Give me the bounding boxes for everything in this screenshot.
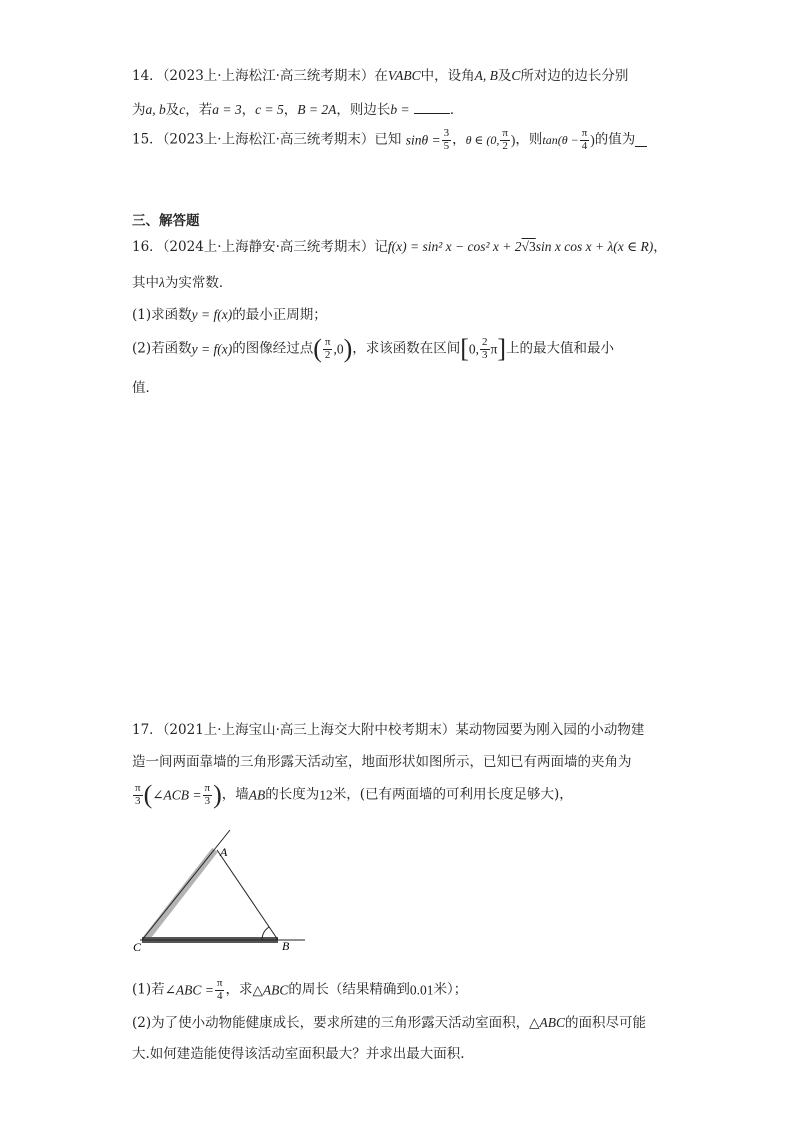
vertex-label-b: B bbox=[282, 939, 290, 953]
text: 记 bbox=[374, 239, 388, 255]
paren: ( bbox=[143, 780, 153, 809]
numerator: 2 bbox=[482, 335, 488, 348]
question-source: （2023上·上海松江·高三统考期末） bbox=[162, 68, 375, 84]
fraction bbox=[580, 128, 590, 152]
fraction bbox=[323, 337, 333, 361]
text: ， bbox=[452, 131, 466, 148]
denominator: 5 bbox=[443, 139, 450, 152]
math: VABC bbox=[387, 68, 421, 83]
q14-line1 bbox=[132, 69, 628, 84]
math: θ ∈ (0, bbox=[465, 133, 500, 148]
denominator: 4 bbox=[216, 989, 223, 1002]
math: AB bbox=[248, 787, 266, 803]
text: 的长度为 bbox=[265, 786, 320, 803]
fraction bbox=[215, 978, 225, 1002]
math: y = f(x) bbox=[191, 341, 233, 357]
text: 的图像经过点 bbox=[232, 340, 314, 357]
text: ，墙 bbox=[221, 786, 249, 803]
triangle-figure bbox=[130, 828, 315, 956]
numerator: 3 bbox=[443, 127, 450, 139]
fraction bbox=[480, 337, 490, 361]
text: 米，(已有两面墙的可利用长度足够大)， bbox=[332, 786, 573, 803]
text: ， bbox=[653, 239, 667, 255]
math: 0, bbox=[468, 341, 480, 357]
denominator: 2 bbox=[324, 348, 331, 361]
math: ∠ABC = bbox=[164, 982, 214, 998]
math: sinθ = bbox=[405, 132, 441, 148]
question-source: （2024上·上海静安·高三统考期末） bbox=[162, 239, 375, 255]
section-heading: 三、解答题 bbox=[132, 213, 200, 229]
text: ，求 bbox=[225, 981, 253, 998]
vertex-label-a: A bbox=[220, 845, 228, 859]
text: (1)若 bbox=[132, 981, 165, 998]
text: 值． bbox=[132, 380, 159, 396]
fraction bbox=[133, 783, 143, 807]
math: 12 bbox=[319, 787, 333, 803]
math: c bbox=[179, 102, 186, 117]
math: b = bbox=[390, 102, 410, 117]
text: ，则 bbox=[515, 131, 543, 148]
numerator: π bbox=[135, 781, 141, 794]
math: a, b bbox=[145, 102, 166, 117]
math: a = 3 bbox=[212, 102, 242, 117]
text: 已知 bbox=[374, 131, 402, 148]
question-number: 14． bbox=[132, 68, 163, 84]
text: ， bbox=[283, 102, 298, 118]
math: B = 2A bbox=[297, 102, 337, 117]
answer-blank[interactable] bbox=[635, 134, 647, 147]
q14-line2 bbox=[132, 101, 463, 118]
numerator: π bbox=[581, 127, 588, 139]
question-number: 17． bbox=[132, 722, 163, 738]
math: ,0 bbox=[333, 341, 344, 357]
fraction bbox=[442, 128, 452, 152]
text: (2)若函数 bbox=[132, 340, 192, 357]
math: △ABC bbox=[252, 982, 289, 998]
q17-line2 bbox=[132, 756, 632, 770]
numerator: π bbox=[204, 781, 211, 794]
text: ，若 bbox=[185, 102, 213, 118]
bracket: ] bbox=[497, 334, 507, 363]
math: c = 5 bbox=[255, 102, 284, 117]
text: ， bbox=[241, 102, 256, 118]
text: 为 bbox=[132, 102, 146, 118]
denominator: 4 bbox=[581, 139, 588, 152]
math: λ bbox=[159, 275, 165, 290]
math: C bbox=[511, 68, 521, 83]
text: 某动物园要为刚入园的小动物建 bbox=[455, 722, 645, 738]
math: ) bbox=[590, 132, 595, 148]
denominator: 3 bbox=[135, 794, 141, 807]
text: 为实常数． bbox=[164, 275, 233, 291]
paren: ) bbox=[213, 780, 222, 809]
question-source: （2023上·上海松江·高三统考期末） bbox=[162, 131, 375, 148]
text: 及 bbox=[165, 102, 180, 118]
numerator: π bbox=[324, 335, 331, 348]
text: (1)求函数 bbox=[132, 307, 192, 323]
q17-part2-cont bbox=[132, 1048, 465, 1062]
text: 米）； bbox=[433, 981, 468, 998]
question-number: 16． bbox=[132, 239, 163, 255]
text: 大.如何建造能使得该活动室面积最大？并求出最大面积. bbox=[132, 1046, 465, 1062]
text: 的值为 bbox=[594, 131, 636, 148]
text: 的最小正周期； bbox=[232, 307, 327, 323]
math: π bbox=[490, 341, 498, 357]
text: 造一间两面靠墙的三角形露天活动室，地面形状如图所示，已知已有两面墙的夹角为 bbox=[132, 754, 632, 770]
q17-line3 bbox=[132, 782, 573, 808]
text: 所对边的边长分别 bbox=[520, 68, 629, 84]
text: 上的最大值和最小 bbox=[506, 340, 615, 357]
fraction bbox=[203, 783, 213, 807]
math: ∠ACB = bbox=[152, 787, 202, 803]
q16-line2 bbox=[132, 276, 232, 291]
fraction bbox=[500, 128, 510, 152]
question-source: （2021上·上海宝山·高三上海交大附中校考期末） bbox=[162, 722, 456, 738]
math: y = f(x) bbox=[191, 307, 233, 322]
q16-line1 bbox=[132, 240, 667, 255]
question-number: 15． bbox=[132, 131, 163, 148]
paren: ) bbox=[343, 334, 353, 363]
math: √3 bbox=[521, 239, 536, 254]
q16-part1 bbox=[132, 308, 327, 323]
math: 0.01 bbox=[409, 982, 434, 998]
q16-part2 bbox=[132, 336, 614, 362]
bracket: [ bbox=[460, 334, 469, 363]
q15-line1 bbox=[132, 128, 647, 152]
math: sin x cos x + λ(x ∈ R) bbox=[535, 239, 654, 254]
text: 及 bbox=[497, 68, 512, 84]
text: ，则边长 bbox=[336, 102, 391, 118]
ray-ca bbox=[142, 830, 230, 940]
text: ，求该函数在区间 bbox=[352, 340, 461, 357]
q17-part1 bbox=[132, 978, 467, 1002]
math: tan(θ − bbox=[542, 133, 579, 148]
text: (2)为了使小动物能健康成长，要求所建的三角形露天活动室面积， bbox=[132, 1015, 530, 1031]
math: ) bbox=[510, 132, 516, 148]
math: f(x) = sin² x − cos² x + 2 bbox=[387, 239, 522, 254]
q16-part2-cont bbox=[132, 382, 159, 396]
text: 中，设角 bbox=[420, 68, 475, 84]
vertex-label-c: C bbox=[133, 940, 142, 954]
text: 在 bbox=[374, 68, 388, 84]
wall-ca bbox=[145, 850, 215, 940]
text: 的面积尽可能 bbox=[565, 1015, 647, 1031]
math: △ABC bbox=[529, 1015, 566, 1030]
text: 其中 bbox=[132, 275, 159, 291]
paren: ( bbox=[313, 334, 322, 363]
text: 的周长（结果精确到 bbox=[288, 981, 410, 998]
denominator: 3 bbox=[482, 348, 488, 361]
denominator: 3 bbox=[204, 794, 211, 807]
denominator: 2 bbox=[502, 139, 508, 152]
side-ab bbox=[217, 850, 278, 940]
q17-line1 bbox=[132, 724, 644, 738]
answer-blank[interactable] bbox=[414, 101, 450, 114]
numerator: π bbox=[502, 127, 508, 139]
q17-part2 bbox=[132, 1016, 646, 1031]
numerator: π bbox=[216, 977, 223, 989]
text: ． bbox=[449, 102, 464, 118]
math: A, B bbox=[474, 68, 498, 83]
